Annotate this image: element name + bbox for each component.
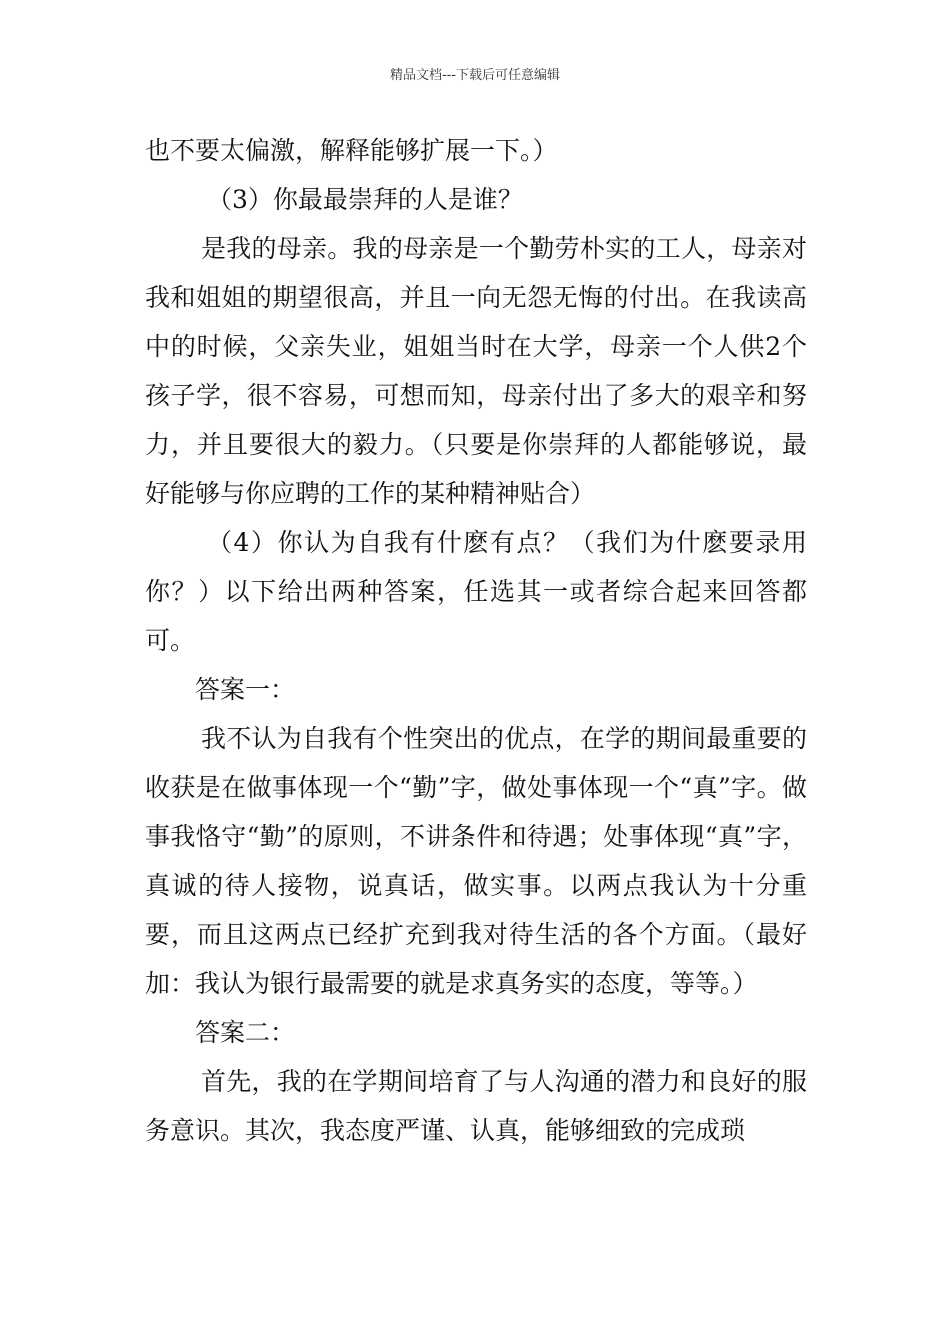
answer-2-heading: 答案二： <box>195 1018 296 1047</box>
answer-1-body: 我不认为自我有个性突出的优点，在学的期间最重要的收获是在做事体现一个“勤”字，做处事体现一个“真”字。做事我恪守“勤”的原则，不讲条件和待遇；处事体现“真”字，真诚的待人接物，说真话，做实事。以两点我认为十分重要，而且这两点已经扩充到我对待生活的各个方面。（最好加：我认为银行最需要的就是求真务实的态度，等等。） <box>145 724 807 998</box>
answer-1-heading: 答案一： <box>195 675 296 704</box>
question-4: （4）你认为自我有什麽有点？（我们为什麽要录用你？）以下给出两种答案，任选其一或者综合起来回答都可。 <box>145 528 807 655</box>
question-3: （3）你最最崇拜的人是谁？ <box>207 185 523 214</box>
paragraph-continuation: 也不要太偏激，解释能够扩展一下。） <box>145 136 558 165</box>
answer-2-body: 首先，我的在学期间培育了与人沟通的潜力和良好的服务意识。其次，我态度严谨、认真，能够细致的完成琐 <box>145 1067 807 1145</box>
answer-3: 是我的母亲。我的母亲是一个勤劳朴实的工人，母亲对我和姐姐的期望很高，并且一向无怨无悔的付出。在我读高中的时候，父亲失业，姐姐当时在大学，母亲一个人供2个孩子学，很不容易，可想而知，母亲付出了多大的艰辛和努力，并且要很大的毅力。（只要是你崇拜的人都能够说，最好能够与你应聘的工作的某种精神贴合） <box>145 234 807 508</box>
page-header: 精品文档---下载后可任意编辑 <box>389 68 561 83</box>
document-body <box>145 126 807 1155</box>
